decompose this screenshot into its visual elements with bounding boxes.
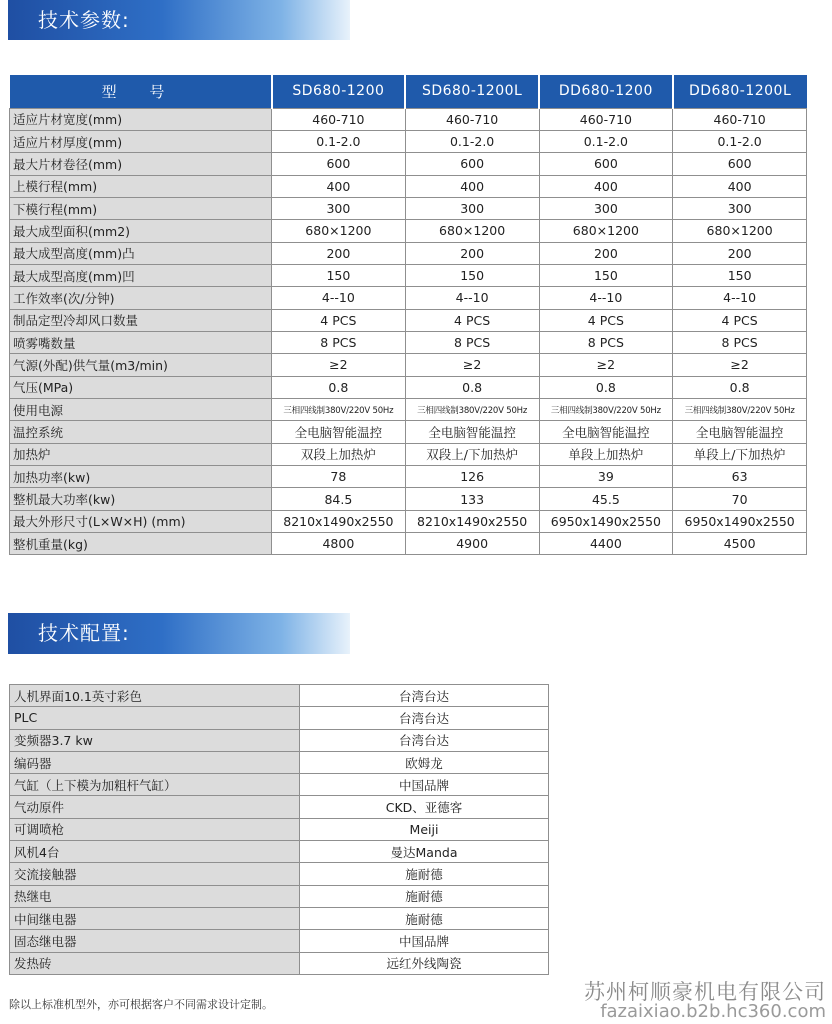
spec-cell: 200 [673, 242, 807, 264]
spec-cell: 39 [539, 466, 673, 488]
spec-row-label: 整机最大功率(kw) [10, 488, 272, 510]
spec-cell: ≥2 [272, 354, 406, 376]
spec-cell: 4 PCS [539, 309, 673, 331]
company-name: 苏州柯顺豪机电有限公司 [584, 980, 826, 1004]
spec-row [10, 398, 807, 420]
spec-cell: 单段上/下加热炉 [673, 443, 807, 465]
config-row-label: 发热砖 [10, 952, 300, 974]
spec-row-label: 最大成型面积(mm2) [10, 220, 272, 242]
spec-row [10, 421, 807, 443]
spec-cell: 460-710 [539, 108, 673, 130]
spec-cell: 6950x1490x2550 [673, 510, 807, 532]
spec-cell: 680×1200 [673, 220, 807, 242]
config-row-value: 施耐德 [300, 885, 549, 907]
spec-cell: 4800 [272, 533, 406, 555]
spec-cell: 8 PCS [405, 331, 539, 353]
spec-row-label: 整机重量(kg) [10, 533, 272, 555]
spec-row-label: 气压(MPa) [10, 376, 272, 398]
spec-cell: 126 [405, 466, 539, 488]
spec-row-label: 适应片材宽度(mm) [10, 108, 272, 130]
spec-row [10, 264, 807, 286]
spec-row-label: 上模行程(mm) [10, 175, 272, 197]
config-row [10, 707, 549, 729]
spec-cell: 8 PCS [539, 331, 673, 353]
spec-cell: ≥2 [673, 354, 807, 376]
spec-cell: 4 PCS [673, 309, 807, 331]
spec-row [10, 376, 807, 398]
spec-cell: 全电脑智能温控 [673, 421, 807, 443]
config-row-value: Meiji [300, 818, 549, 840]
spec-cell: 680×1200 [405, 220, 539, 242]
spec-cell: ≥2 [539, 354, 673, 376]
config-row-value: 台湾台达 [300, 685, 549, 707]
spec-row-label: 喷雾嘴数量 [10, 331, 272, 353]
config-row-value: 台湾台达 [300, 729, 549, 751]
spec-cell: 0.8 [405, 376, 539, 398]
spec-row-label: 加热炉 [10, 443, 272, 465]
config-row-value: 中国品牌 [300, 930, 549, 952]
spec-cell: 三相四线制380V/220V 50Hz [272, 398, 406, 420]
spec-row [10, 108, 807, 130]
spec-cell: 三相四线制380V/220V 50Hz [673, 398, 807, 420]
spec-cell: 400 [539, 175, 673, 197]
spec-cell: 8210x1490x2550 [405, 510, 539, 532]
spec-cell: 4--10 [405, 287, 539, 309]
spec-cell: 4 PCS [405, 309, 539, 331]
config-row-value: 远红外线陶瓷 [300, 952, 549, 974]
spec-row-label: 使用电源 [10, 398, 272, 420]
spec-header-row [10, 75, 807, 108]
spec-row [10, 130, 807, 152]
config-row-label: 风机4台 [10, 841, 300, 863]
spec-cell: 单段上加热炉 [539, 443, 673, 465]
spec-cell: 0.1-2.0 [405, 130, 539, 152]
config-row [10, 729, 549, 751]
spec-cell: 70 [673, 488, 807, 510]
config-table [9, 684, 549, 975]
spec-cell: 4900 [405, 533, 539, 555]
spec-row [10, 175, 807, 197]
spec-cell: 300 [673, 197, 807, 219]
spec-row-label: 最大外形尺寸(L×W×H) (mm) [10, 510, 272, 532]
spec-cell: 8210x1490x2550 [272, 510, 406, 532]
spec-row [10, 287, 807, 309]
spec-row [10, 197, 807, 219]
spec-cell: 600 [405, 153, 539, 175]
spec-row [10, 533, 807, 555]
config-row-value: CKD、亚德客 [300, 796, 549, 818]
config-row [10, 930, 549, 952]
spec-header-model: 型 号 [10, 75, 272, 108]
config-row-label: 变频器3.7 kw [10, 729, 300, 751]
spec-row [10, 488, 807, 510]
spec-cell: 8 PCS [272, 331, 406, 353]
website-url: fazaixiao.b2b.hc360.com [600, 1001, 826, 1022]
spec-row [10, 466, 807, 488]
spec-cell: 4--10 [539, 287, 673, 309]
spec-header-col: DD680-1200 [539, 75, 673, 108]
spec-cell: 300 [272, 197, 406, 219]
spec-cell: 400 [405, 175, 539, 197]
config-row-label: 气动原件 [10, 796, 300, 818]
spec-cell: 4--10 [673, 287, 807, 309]
spec-row [10, 510, 807, 532]
config-row [10, 818, 549, 840]
spec-cell: 双段上加热炉 [272, 443, 406, 465]
spec-cell: 84.5 [272, 488, 406, 510]
spec-cell: 8 PCS [673, 331, 807, 353]
config-row-label: 中间继电器 [10, 907, 300, 929]
spec-cell: 0.1-2.0 [539, 130, 673, 152]
spec-row [10, 220, 807, 242]
spec-cell: 460-710 [673, 108, 807, 130]
config-row-value: 施耐德 [300, 907, 549, 929]
config-row-label: 人机界面10.1英寸彩色 [10, 685, 300, 707]
spec-cell: 全电脑智能温控 [272, 421, 406, 443]
spec-cell: 三相四线制380V/220V 50Hz [405, 398, 539, 420]
spec-row-label: 加热功率(kw) [10, 466, 272, 488]
spec-cell: 300 [405, 197, 539, 219]
config-row [10, 796, 549, 818]
config-row-label: 固态继电器 [10, 930, 300, 952]
spec-cell: 460-710 [405, 108, 539, 130]
spec-row-label: 温控系统 [10, 421, 272, 443]
spec-cell: 300 [539, 197, 673, 219]
config-row-label: 热继电 [10, 885, 300, 907]
spec-cell: 4500 [673, 533, 807, 555]
config-row [10, 907, 549, 929]
spec-table [9, 75, 807, 555]
spec-row [10, 354, 807, 376]
spec-cell: 600 [673, 153, 807, 175]
spec-cell: ≥2 [405, 354, 539, 376]
spec-cell: 150 [405, 264, 539, 286]
spec-cell: 双段上/下加热炉 [405, 443, 539, 465]
spec-cell: 0.8 [673, 376, 807, 398]
config-row [10, 751, 549, 773]
spec-row-label: 适应片材厚度(mm) [10, 130, 272, 152]
spec-cell: 63 [673, 466, 807, 488]
spec-header-col: DD680-1200L [673, 75, 807, 108]
spec-cell: 78 [272, 466, 406, 488]
config-row-label: 可调喷枪 [10, 818, 300, 840]
config-row-value: 中国品牌 [300, 774, 549, 796]
spec-cell: 150 [539, 264, 673, 286]
spec-cell: 全电脑智能温控 [405, 421, 539, 443]
spec-row-label: 气源(外配)供气量(m3/min) [10, 354, 272, 376]
config-row-label: 交流接触器 [10, 863, 300, 885]
config-row-value: 施耐德 [300, 863, 549, 885]
spec-cell: 150 [673, 264, 807, 286]
config-row-label: PLC [10, 707, 300, 729]
config-row-value: 欧姆龙 [300, 751, 549, 773]
spec-row [10, 443, 807, 465]
spec-cell: 4--10 [272, 287, 406, 309]
spec-cell: 200 [539, 242, 673, 264]
spec-cell: 4400 [539, 533, 673, 555]
spec-cell: 600 [272, 153, 406, 175]
config-row [10, 863, 549, 885]
spec-cell: 200 [272, 242, 406, 264]
config-row [10, 885, 549, 907]
config-row [10, 685, 549, 707]
spec-header-col: SD680-1200 [272, 75, 406, 108]
config-row-value: 台湾台达 [300, 707, 549, 729]
config-row-label: 编码器 [10, 751, 300, 773]
spec-cell: 45.5 [539, 488, 673, 510]
spec-row-label: 最大片材卷径(mm) [10, 153, 272, 175]
spec-cell: 0.8 [539, 376, 673, 398]
spec-cell: 0.1-2.0 [272, 130, 406, 152]
spec-cell: 600 [539, 153, 673, 175]
config-row [10, 952, 549, 974]
config-row-value: 曼达Manda [300, 841, 549, 863]
spec-cell: 133 [405, 488, 539, 510]
spec-row [10, 242, 807, 264]
section-title-config: 技术配置: [8, 613, 350, 654]
spec-row-label: 最大成型高度(mm)凹 [10, 264, 272, 286]
spec-header-col: SD680-1200L [405, 75, 539, 108]
config-row [10, 841, 549, 863]
footnote: 除以上标准机型外，亦可根据客户不同需求设计定制。 [9, 998, 273, 1011]
spec-cell: 0.1-2.0 [673, 130, 807, 152]
spec-row-label: 制品定型冷却风口数量 [10, 309, 272, 331]
config-row [10, 774, 549, 796]
spec-cell: 680×1200 [272, 220, 406, 242]
spec-cell: 460-710 [272, 108, 406, 130]
section-title-specs: 技术参数: [8, 0, 350, 40]
spec-cell: 400 [272, 175, 406, 197]
spec-row [10, 331, 807, 353]
spec-cell: 6950x1490x2550 [539, 510, 673, 532]
spec-row [10, 153, 807, 175]
spec-row-label: 工作效率(次/分钟) [10, 287, 272, 309]
spec-cell: 400 [673, 175, 807, 197]
spec-cell: 0.8 [272, 376, 406, 398]
spec-cell: 三相四线制380V/220V 50Hz [539, 398, 673, 420]
spec-row-label: 下模行程(mm) [10, 197, 272, 219]
spec-cell: 200 [405, 242, 539, 264]
spec-row-label: 最大成型高度(mm)凸 [10, 242, 272, 264]
spec-cell: 680×1200 [539, 220, 673, 242]
config-row-label: 气缸（上下模为加粗杆气缸） [10, 774, 300, 796]
spec-row [10, 309, 807, 331]
spec-cell: 150 [272, 264, 406, 286]
spec-cell: 4 PCS [272, 309, 406, 331]
spec-cell: 全电脑智能温控 [539, 421, 673, 443]
